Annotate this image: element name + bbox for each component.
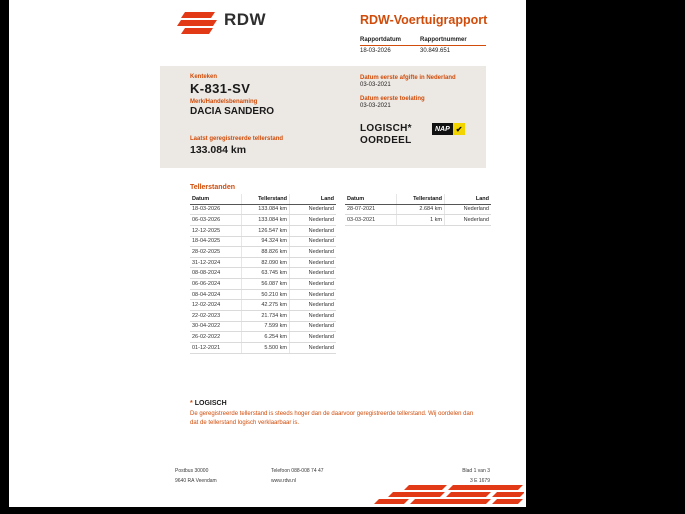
- rapportnummer-value: 30.849.651: [420, 48, 451, 54]
- table-row: 22-02-2023 21.734 km Nederland: [190, 311, 336, 322]
- table-row: 12-12-2025 126.547 km Nederland: [190, 226, 336, 237]
- rdw-stripes-graphic: [374, 485, 524, 505]
- footer-phone: Telefoon 088-008 74 47: [271, 468, 324, 474]
- rapportdatum-label: Rapportdatum: [360, 37, 401, 43]
- footer-pageinfo: [409, 466, 490, 486]
- afgifte-label: Datum eerste afgifte in Nederland: [360, 75, 456, 81]
- footer-address-line2: 9640 RA Veendam: [175, 478, 217, 484]
- merk-value: DACIA SANDERO: [190, 106, 275, 117]
- table-row: 26-02-2022 6.254 km Nederland: [190, 332, 336, 343]
- table-header: [345, 194, 491, 205]
- footnote-title-text: LOGISCH: [194, 400, 227, 407]
- rdw-flag-icon: [173, 12, 219, 34]
- table-row: 28-07-2021 2.684 km Nederland: [345, 205, 491, 216]
- merk-label: Merk/Handelsbenaming: [190, 99, 258, 105]
- footer-address: [175, 466, 217, 486]
- vehicle-summary-box: [160, 66, 486, 168]
- footnote-star: *: [190, 400, 193, 407]
- footer-website: www.rdw.nl: [271, 478, 297, 484]
- tellerstanden-heading: Tellerstanden: [190, 184, 235, 191]
- table-row: 30-04-2022 7.599 km Nederland: [190, 322, 336, 333]
- table-row: 31-12-2024 82.090 km Nederland: [190, 258, 336, 269]
- rapportnummer-label: Rapportnummer: [420, 37, 467, 43]
- rapportdatum-value: 18-03-2026: [360, 48, 391, 54]
- table-row: 03-03-2021 1 km Nederland: [345, 215, 491, 226]
- table-header: [190, 194, 336, 205]
- table-row: 18-03-2026 133.084 km Nederland: [190, 205, 336, 216]
- footer-contact: [271, 466, 324, 486]
- footer-form-code: 3 E 1679: [469, 478, 490, 484]
- footnote-title: [190, 400, 227, 407]
- footnote-text: De geregistreerde tellerstand is steeds hoger dan de daarvoor geregistreerde tellerstand. Wij oordelen dan dat de tellerstand logisch verklaarbaar is.: [190, 411, 474, 427]
- report-meta: [360, 37, 486, 54]
- table-row: 28-02-2025 88.826 km Nederland: [190, 247, 336, 258]
- col-land: Land: [475, 195, 489, 202]
- laatste-tellerstand-label: Laatst geregistreerde tellerstand: [190, 136, 284, 142]
- col-datum: Datum: [190, 194, 242, 204]
- kenteken-label: Kenteken: [190, 74, 218, 80]
- footer-page-number: Blad 1 van 3: [462, 468, 490, 474]
- afgifte-value: 03-03-2021: [360, 82, 391, 88]
- footer-address-line1: Postbus 30000: [175, 468, 209, 474]
- table-row: 18-04-2025 94.324 km Nederland: [190, 237, 336, 248]
- col-tellerstand: Tellerstand: [397, 194, 445, 204]
- toelating-label: Datum eerste toelating: [360, 96, 425, 102]
- col-tellerstand: Tellerstand: [242, 194, 290, 204]
- col-land: Land: [320, 195, 334, 202]
- oordeel-line2: OORDEEL: [360, 135, 412, 146]
- table-row: 08-08-2024 63.745 km Nederland: [190, 268, 336, 279]
- laatste-tellerstand-value: 133.084 km: [190, 144, 247, 156]
- nap-logo-text: NAP: [432, 123, 453, 135]
- nap-check-icon: ✔: [453, 123, 466, 135]
- meta-divider: [360, 45, 486, 46]
- page-title: RDW-Voertuigrapport: [360, 13, 488, 27]
- table-row: 06-06-2024 56.087 km Nederland: [190, 279, 336, 290]
- col-datum: Datum: [345, 194, 397, 204]
- nap-logo: [432, 123, 465, 135]
- rdw-logo-wordmark: RDW: [224, 10, 267, 29]
- table-row: 06-03-2026 133.084 km Nederland: [190, 215, 336, 226]
- tellerstanden-table-right: [345, 194, 491, 226]
- toelating-value: 03-03-2021: [360, 103, 391, 109]
- table-row: 01-12-2021 5.500 km Nederland: [190, 343, 336, 354]
- tellerstanden-table-left: [190, 194, 336, 354]
- table-row: 08-04-2024 50.210 km Nederland: [190, 290, 336, 301]
- oordeel-text: [360, 123, 412, 147]
- oordeel-line1: LOGISCH*: [360, 123, 412, 134]
- table-row: 12-02-2024 42.275 km Nederland: [190, 300, 336, 311]
- kenteken-value: K-831-SV: [190, 81, 251, 96]
- report-page: [9, 0, 526, 507]
